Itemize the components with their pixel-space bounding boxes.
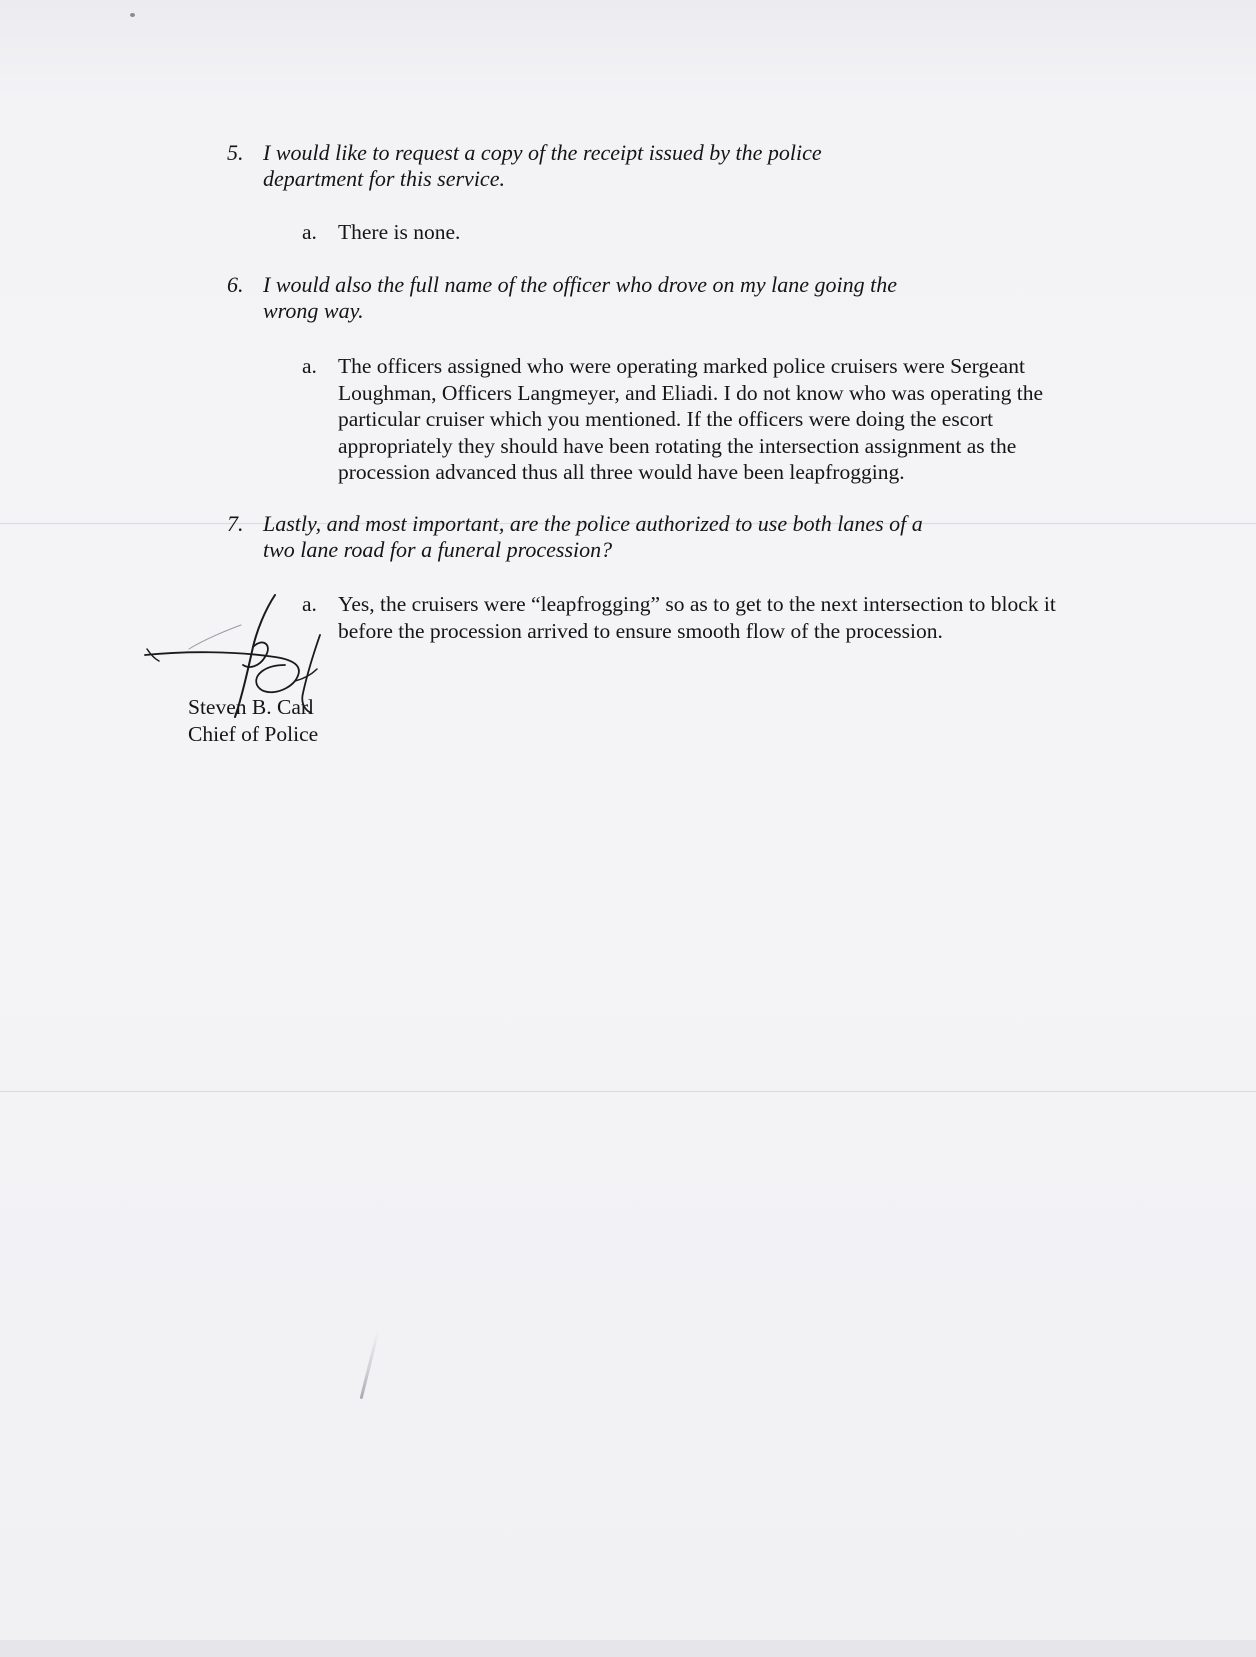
answer-letter: a. xyxy=(302,354,317,378)
question-7 xyxy=(227,511,967,563)
answer-letter: a. xyxy=(302,592,317,616)
question-number: 7. xyxy=(227,511,244,536)
answer-6a xyxy=(302,353,1084,486)
answer-7a xyxy=(302,591,1102,644)
paper-scuff xyxy=(360,1331,380,1400)
question-5 xyxy=(227,140,867,192)
question-text: I would also the full name of the officer who drove on my lane going the wrong way. xyxy=(263,272,898,323)
answer-text: There is none. xyxy=(338,220,461,244)
question-6 xyxy=(227,272,907,324)
paper-fold-line xyxy=(0,1090,1256,1093)
question-number: 6. xyxy=(227,272,244,297)
answer-text: The officers assigned who were operating marked police cruisers were Sergeant Loughman, Officers Langmeyer, and Eliadi. I do not know who was operating the particular cruiser which you mentioned. If the officers were doing the escort appropriately they should have been rotating the intersection assignment as the procession advanced thus all three would have been leapfrogging. xyxy=(338,354,1044,485)
question-number: 5. xyxy=(227,140,244,165)
signatory-name: Steven B. Carl xyxy=(188,695,314,719)
paper-speck xyxy=(130,13,135,17)
answer-text: Yes, the cruisers were “leapfrogging” so as to get to the next intersection to block it before the procession arrived to ensure smooth flow of the procession. xyxy=(338,592,1056,643)
answer-letter: a. xyxy=(302,220,317,244)
signature-block xyxy=(188,694,318,748)
signatory-title: Chief of Police xyxy=(188,722,319,746)
answer-5a xyxy=(302,219,1082,246)
question-text: Lastly, and most important, are the police authorized to use both lanes of a two lane road for a funeral procession? xyxy=(263,511,923,562)
scan-bottom-edge xyxy=(0,1640,1256,1657)
question-text: I would like to request a copy of the receipt issued by the police department for this service. xyxy=(263,140,822,191)
